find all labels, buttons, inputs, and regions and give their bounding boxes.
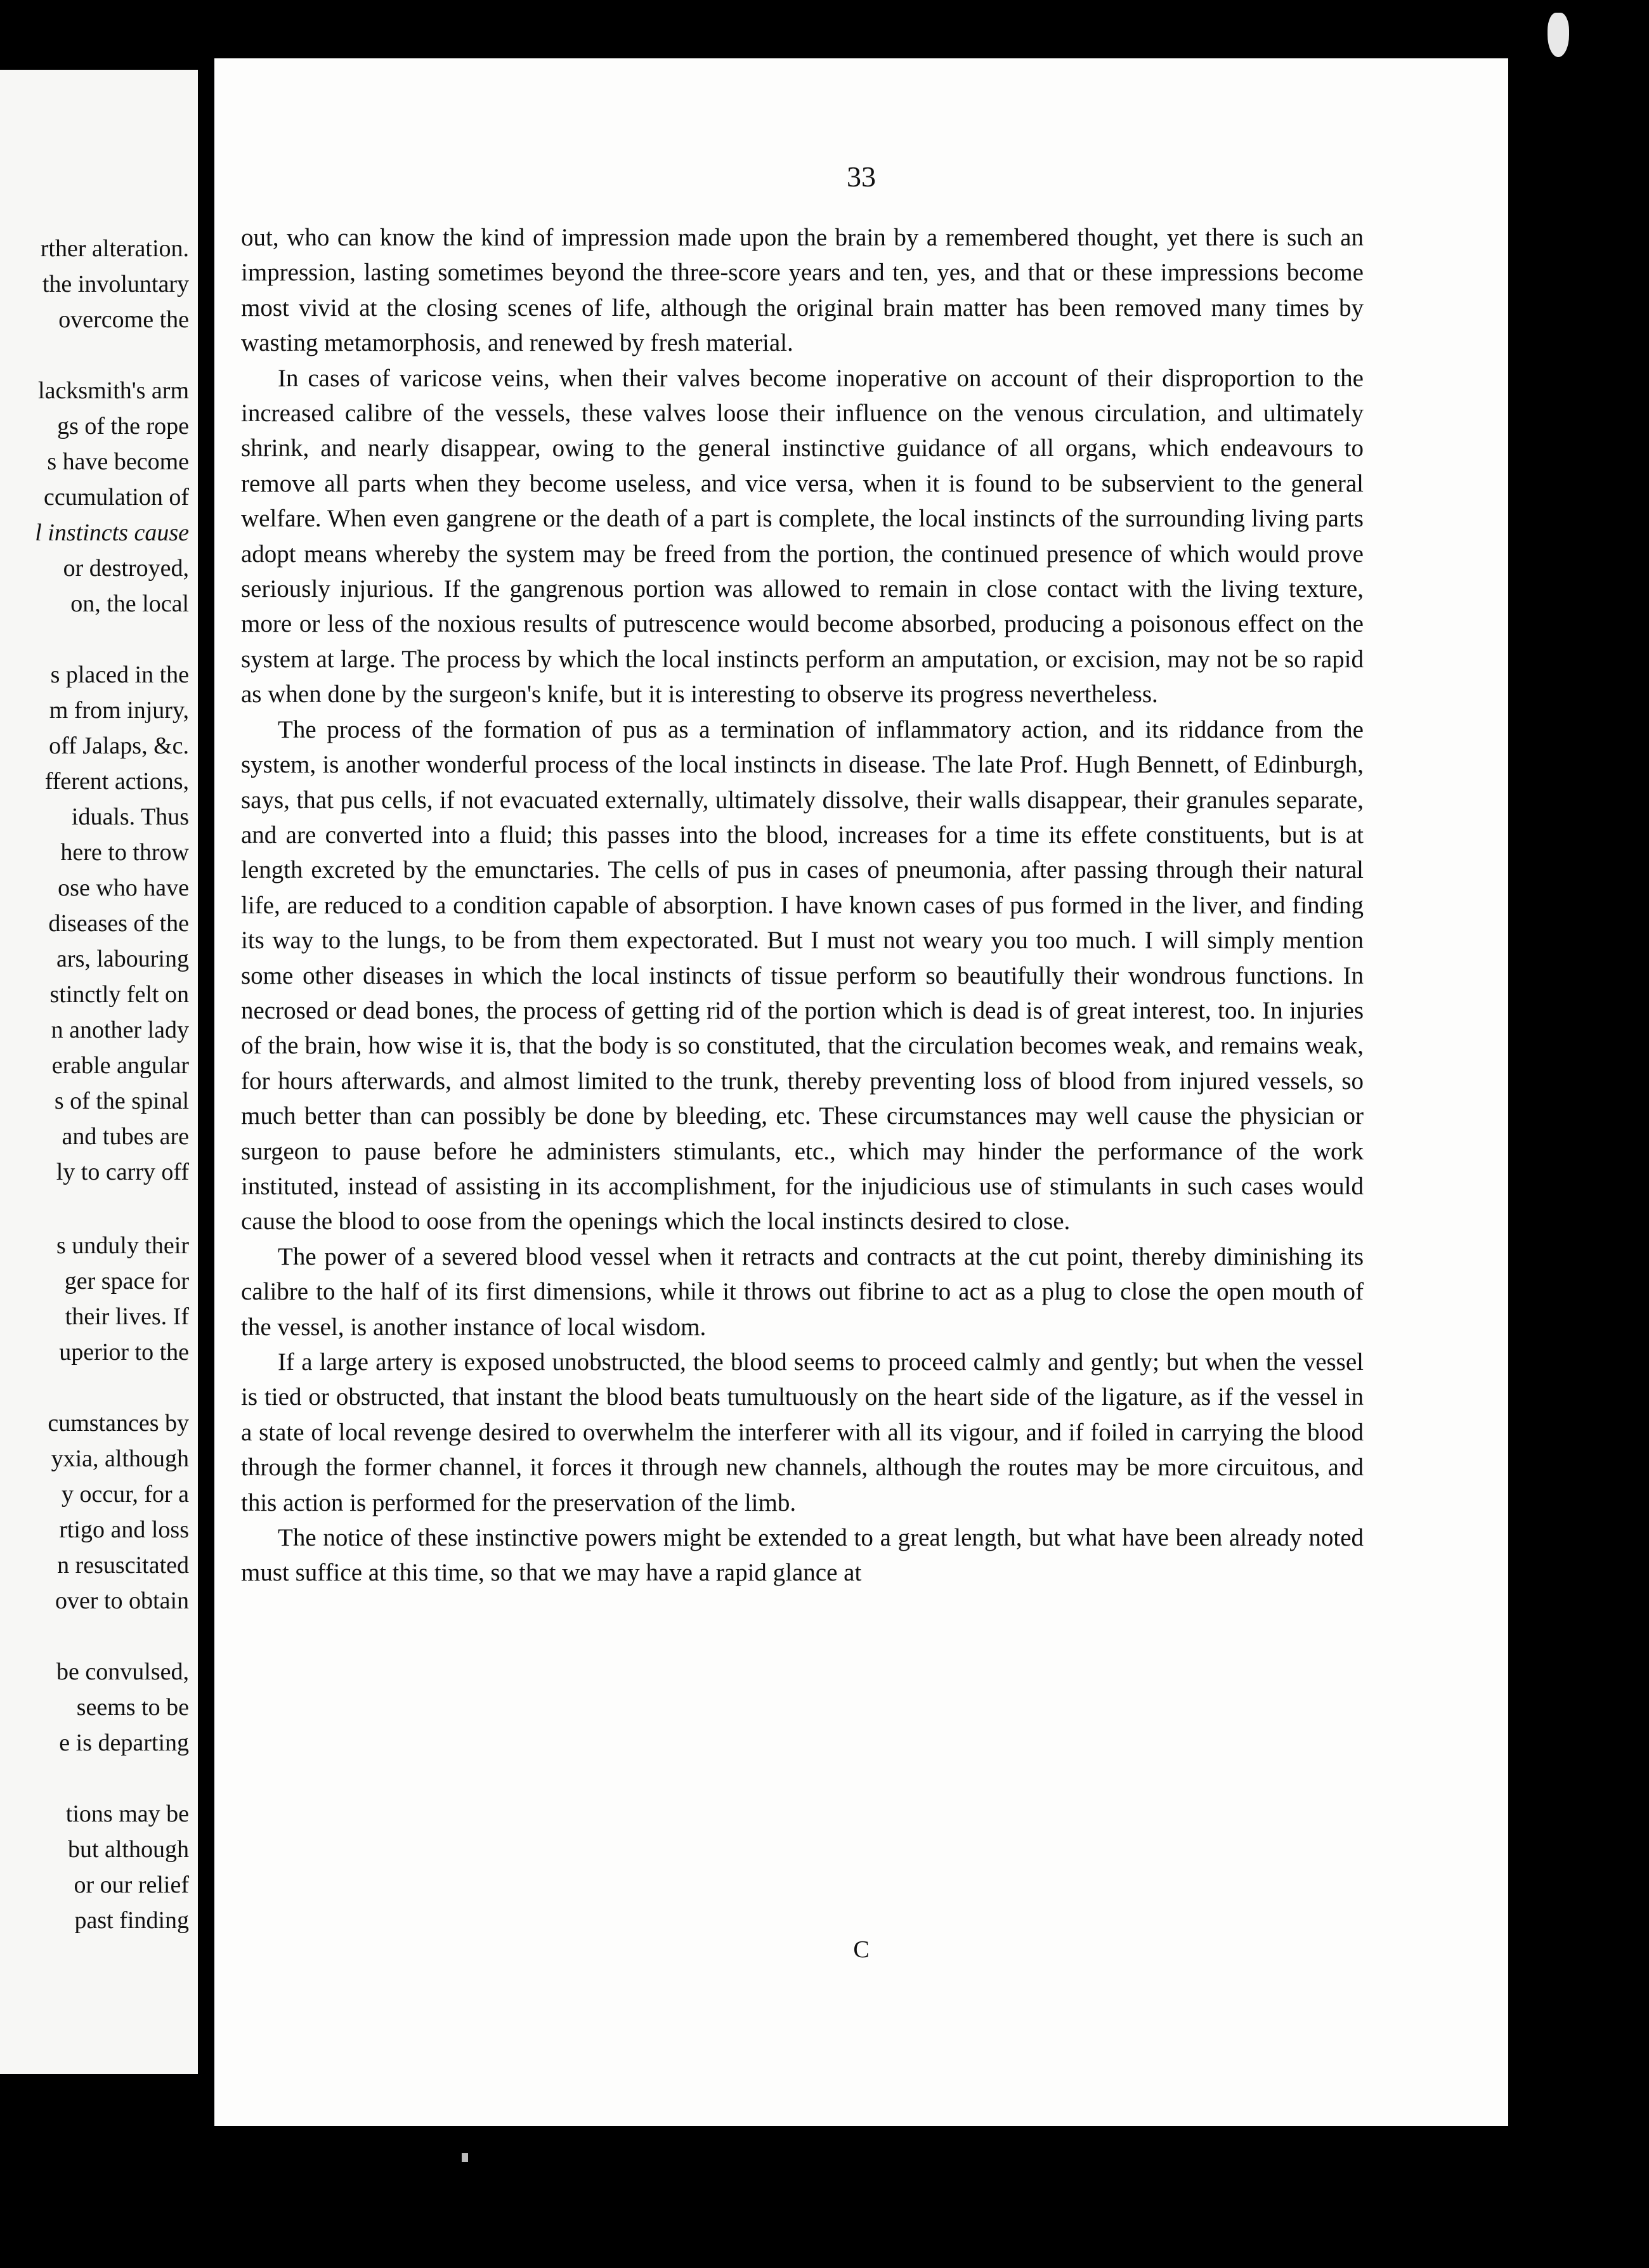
left-line: their lives. If	[65, 1303, 189, 1330]
paragraph: out, who can know the kind of impression made upon the brain by a remembered thought, yet there is such an impression, lasting sometimes beyond the three-score years and ten, yes, and that or these impressions become most vivid at the closing scenes of life, although the original brain matter has been removed many times by wasting metamorphosis, and renewed by fresh material.	[241, 224, 1364, 357]
body-text	[241, 220, 1364, 1591]
left-line: ger space for	[64, 1268, 189, 1294]
left-line: s placed in the	[50, 662, 189, 688]
left-line: stinctly felt on	[49, 981, 189, 1008]
paragraph: If a large artery is exposed unobstructed, the blood seems to proceed calmly and gently; but when the vessel is tied or obstructed, that instant the blood beats tumultuously on the heart side of the ligature, as if the vessel in a state of local revenge desired to overwhelm the interferer with all its vigour, and if foiled in carrying the blood through the former channel, it forces it through new channels, although the routes may be more circuitous, and this action is performed for the preservation of the limb.	[241, 1348, 1364, 1516]
left-line: here to throw	[60, 839, 189, 866]
left-line: diseases of the	[48, 910, 189, 937]
left-line: m from injury,	[49, 697, 189, 724]
paragraph: In cases of varicose veins, when their valves become inoperative on account of their disproportion to the increased calibre of the vessels, these valves loose their influence on the venous circulation, and ultimately shrink, and nearly disappear, owing to the general instinctive guidance of all organs, which endeavours to remove all parts when they become useless, and vice versa, when it is found to be subservient to the general welfare. When even gangrene or the death of a part is complete, the local instincts of the surrounding living parts adopt means whereby the system may be freed from the portion, the continued presence of which would prove seriously injurious. If the gangrenous portion was allowed to remain in close contact with the living texture, more or less of the noxious results of putrescence would become absorbed, producing a poisonous effect on the system at large. The process by which the local instincts perform an amputation, or excision, may not be so rapid as when done by the surgeon's knife, but it is interesting to observe its progress nevertheless.	[241, 364, 1364, 708]
right-page	[214, 58, 1508, 2126]
left-line: s have become	[47, 448, 189, 475]
left-line: or destroyed,	[63, 555, 189, 582]
left-line: tions may be	[65, 1801, 189, 1827]
left-line: fferent actions,	[44, 768, 189, 795]
left-line: or our relief	[74, 1872, 189, 1898]
paragraph: The process of the formation of pus as a termination of inflammatory action, and its riddance from the system, is another wonderful process of the local instincts in disease. The late Prof. Hugh Bennett, of Edinburgh, says, that pus cells, if not evacuated externally, ultimately dissolve, their walls disappear, their granules separate, and are converted into a fluid; this passes into the blood, increases for a time its effete constituents, but is at length excreted by the emunctaries. The cells of pus in cases of pneumonia, after passing through their natural life, are reduced to a condition capable of absorption. I have known cases of pus formed in the liver, and finding its way to the lungs, to be from them expectorated. But I must not weary you too much. I will simply mention some other diseases in which the local instincts of tissue perform so beautifully their wondrous functions. In necrosed or dead bones, the process of getting rid of the portion which is dead is of great interest, too. In injuries of the brain, how wise it is, that the body is so constituted, that the circulation becomes weak, and remains weak, for hours afterwards, and almost limited to the trunk, thereby preventing loss of blood from injured vessels, so much better than can possibly be done by bleeding, etc. These circumstances may well cause the physician or surgeon to pause before he administers stimulants, etc., which may hinder the performance of the work instituted, instead of assisting in its accomplishment, for the injudicious use of stimulants in such cases would cause the blood to oose from the openings which the local instincts desired to close.	[241, 715, 1364, 1235]
left-line: and tubes are	[62, 1123, 189, 1150]
left-line: gs of the rope	[57, 413, 189, 440]
left-line: the involuntary	[42, 271, 189, 297]
left-line: cumstances by	[48, 1410, 189, 1437]
page-edge-mark	[1548, 13, 1569, 57]
scan-speck	[462, 2153, 468, 2162]
left-line: overcome the	[58, 306, 189, 333]
left-line: past finding	[74, 1907, 189, 1934]
left-line: ccumulation of	[44, 484, 189, 511]
paragraph: The notice of these instinctive powers might be extended to a great length, but what have been already noted must suffice at this time, so that we may have a rapid glance at	[241, 1524, 1364, 1587]
left-line: l instincts cause	[35, 519, 189, 546]
left-line: ars, labouring	[56, 946, 189, 972]
left-line: be convulsed,	[56, 1659, 189, 1685]
left-line: erable angular	[51, 1052, 189, 1079]
left-line: n resuscitated	[57, 1552, 189, 1579]
left-line: lacksmith's arm	[38, 377, 189, 404]
page-number: 33	[847, 160, 876, 193]
left-line: uperior to the	[59, 1339, 189, 1365]
left-line: s unduly their	[56, 1232, 189, 1259]
left-line: over to obtain	[55, 1587, 189, 1614]
left-line: s of the spinal	[54, 1088, 189, 1114]
left-line: ly to carry off	[56, 1159, 189, 1185]
left-line: seems to be	[76, 1694, 189, 1721]
left-line: rther alteration.	[40, 235, 189, 262]
left-line: on, the local	[70, 590, 189, 617]
left-line: but although	[67, 1836, 189, 1863]
left-line: y occur, for a	[61, 1481, 189, 1508]
left-line: e is departing	[59, 1730, 189, 1756]
left-line: iduals. Thus	[71, 804, 189, 830]
paragraph: The power of a severed blood vessel when it retracts and contracts at the cut point, thereby diminishing its calibre to the half of its first dimensions, while it throws out fibrine to act as a plug to close the open mouth of the vessel, is another instance of local wisdom.	[241, 1242, 1364, 1341]
left-line: ose who have	[58, 875, 189, 901]
left-page-fragment	[0, 70, 198, 2074]
left-line: off Jalaps, &c.	[49, 733, 189, 759]
left-line: rtigo and loss	[59, 1516, 189, 1543]
signature-mark: C	[853, 1936, 870, 1963]
left-line: n another lady	[51, 1017, 189, 1043]
left-line: yxia, although	[51, 1445, 189, 1472]
book-gutter	[198, 63, 214, 2080]
